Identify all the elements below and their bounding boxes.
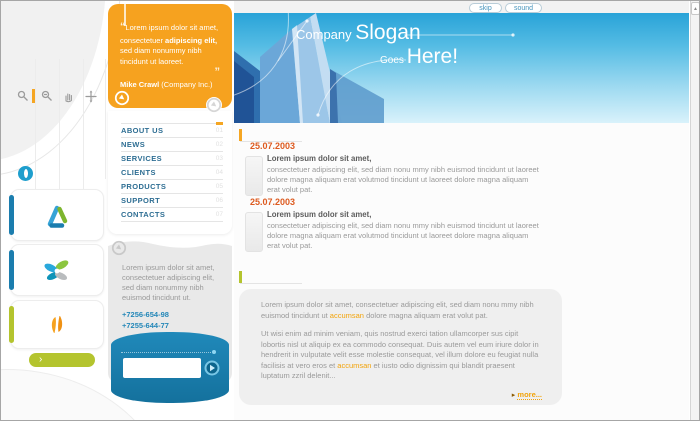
sidebar-expand-button[interactable] xyxy=(29,353,95,367)
skip-button[interactable]: skip xyxy=(469,3,502,13)
news-item xyxy=(267,210,539,251)
decor-line xyxy=(59,59,60,194)
nav-item-contacts[interactable]: CONTACTS 07 xyxy=(121,208,223,222)
main-content xyxy=(234,123,689,420)
news-date: 25.07.2003 xyxy=(250,141,296,151)
quote-nav-arrow-icon[interactable] xyxy=(114,90,130,106)
toolbar-divider xyxy=(32,89,35,103)
news-body: consectetuer adipiscing elit, sed diam nonu mmy nibh euismod tincidunt ut laoreet dolore magna aliquam erat volutmod tincidunt ut laoreet dolore magna aliquam erat volut pat. xyxy=(267,221,539,251)
arrow-up-icon: ▲ xyxy=(693,6,698,12)
testimonial-author: Mike Crawl (Company Inc.) xyxy=(120,79,213,89)
zoom-out-icon[interactable] xyxy=(41,90,53,103)
dot-decor xyxy=(212,350,216,354)
scroll-up-button[interactable] xyxy=(691,2,700,15)
nav-item-products[interactable]: PRODUCTS 05 xyxy=(121,180,223,194)
news-title: Lorem ipsum dolor sit amet, xyxy=(267,210,372,219)
client-logo-card-1[interactable] xyxy=(10,189,104,241)
swoosh-arc xyxy=(1,1,121,176)
nav-item-news[interactable]: NEWS 02 xyxy=(121,138,223,152)
phone-number-2: +7255-644-77 xyxy=(122,321,169,331)
accumsan-link[interactable]: accumsan xyxy=(329,310,364,320)
news-scrollbar[interactable] xyxy=(245,212,263,252)
star-petal-logo-icon xyxy=(42,257,72,284)
refresh-swirl-icon[interactable] xyxy=(111,240,127,256)
article-box xyxy=(239,289,562,405)
chevron-right-icon: › xyxy=(39,354,43,365)
section-marker-news xyxy=(239,129,242,141)
section-marker-article xyxy=(239,271,242,283)
sound-button[interactable]: sound xyxy=(505,3,542,13)
open-quote-icon: “ xyxy=(120,21,126,33)
info-icon[interactable] xyxy=(18,166,33,181)
nav-item-services[interactable]: SERVICES 03 xyxy=(121,152,223,166)
main-navigation xyxy=(108,111,232,234)
orange-n-logo-icon xyxy=(45,313,69,336)
decor-line xyxy=(35,59,36,194)
testimonial-text: “Lorem ipsum dolor sit amet, consectetuer adipiscing elit, sed diam nonummy nibh tincidunt ut laoreet. xyxy=(120,21,219,66)
nav-item-clients[interactable]: CLIENTS 04 xyxy=(121,166,223,180)
decor-line xyxy=(83,59,84,194)
article-paragraph-2: Ut wisi enim ad minim veniam, quis nostrud exerci tation ullamcorper sus cipit lobortis nisl ut aliquip ex ea commodo consequat. Duis autem vel eum iriure dolor in hendrerit in vulputate velit esse molestie consequat, vel illum dolore eu feugiat nulla facilisis at vero eros et accumsan et iusto odio dignissim qui blandit praesent luptatum zzril delenit... xyxy=(261,329,539,380)
search-input[interactable] xyxy=(123,358,201,378)
article-paragraph-1: Lorem ipsum dolor sit amet, consectetuer adipiscing elit, sed diam nonu mmy nibh euismod tincidunt ut accumsan dolore magna aliquam erat volut pat. xyxy=(261,300,534,320)
search-go-button[interactable] xyxy=(203,359,221,377)
slogan-line2: Goes Here! xyxy=(380,45,459,68)
testimonial-box xyxy=(108,4,232,108)
news-item xyxy=(267,154,539,195)
more-link[interactable]: more... xyxy=(517,389,542,399)
contact-blurb: Lorem ipsum dolor sit amet, consectetuer adipiscing elit, sed diam nonummy nibh euismod tincidunt ut. xyxy=(122,263,215,302)
page-scrollbar[interactable] xyxy=(690,1,700,420)
accumsan-link[interactable]: accumsan xyxy=(337,360,372,370)
section-rule xyxy=(240,283,302,284)
phone-number-1: +7256-654-98 xyxy=(122,309,169,319)
nav-item-about-us[interactable]: ABOUT US 01 xyxy=(121,124,223,138)
close-quote-icon: ” xyxy=(214,65,220,78)
company-slogan: Company Slogan xyxy=(296,21,421,44)
menu-nav-arrow-icon[interactable] xyxy=(206,97,222,113)
news-date: 25.07.2003 xyxy=(250,197,296,207)
news-body: consectetuer adipiscing elit, sed diam nonu mmy nibh euismod tincidunt ut laoreet dolore magna aliquam erat volutmod tincidunt ut laoreet dolore magna aliquam erat volut pat. xyxy=(267,165,539,195)
news-title: Lorem ipsum dolor sit amet, xyxy=(267,154,372,163)
hero-banner xyxy=(234,13,689,123)
move-icon[interactable] xyxy=(85,90,97,103)
hand-pan-icon[interactable] xyxy=(63,90,75,103)
menu-top-rule xyxy=(121,123,223,124)
dotted-rule xyxy=(121,352,211,353)
more-bullet-icon: ▸ xyxy=(511,391,516,399)
nav-item-support[interactable]: SUPPORT 06 xyxy=(121,194,223,208)
top-strip xyxy=(234,1,689,13)
client-logo-card-3[interactable] xyxy=(10,300,104,349)
news-scrollbar[interactable] xyxy=(245,156,263,196)
zoom-in-icon[interactable] xyxy=(17,90,29,103)
search-widget xyxy=(111,332,229,403)
client-logo-card-2[interactable] xyxy=(10,244,104,296)
decor-line xyxy=(105,59,106,179)
triangle-swirl-logo-icon xyxy=(42,202,72,229)
